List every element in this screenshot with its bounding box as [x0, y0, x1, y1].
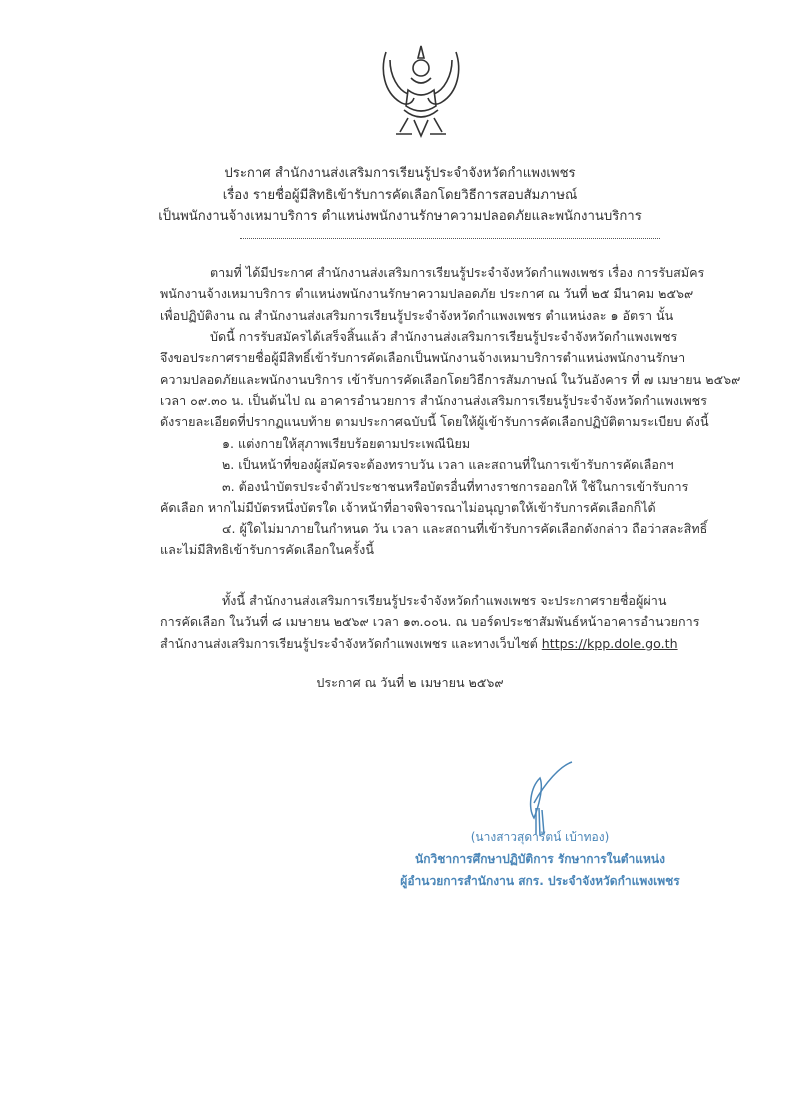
garuda-emblem-icon	[378, 40, 464, 150]
rule-item: ๑. แต่งกายให้สุภาพเรียบร้อยตามประเพณีนิยม	[222, 436, 471, 451]
signatory-position-1: นักวิชาการศึกษาปฏิบัติการ รักษาการในตำแหน่ง	[415, 852, 665, 866]
rule-item-continued: และไม่มีสิทธิเข้ารับการคัดเลือกในครั้งนี้	[160, 542, 374, 558]
title-line-3: เป็นพนักงานจ้างเหมาบริการ ตำแหน่งพนักงานรักษาความปลอดภัยและพนักงานบริการ	[158, 209, 642, 224]
rule-item-continued: คัดเลือก หากไม่มีบัตรหนึ่งบัตรใด เจ้าหน้าที่อาจพิจารณาไม่อนุญาตให้เข้ารับการคัดเลือกก็ได้	[160, 499, 656, 515]
text-line: เพื่อปฏิบัติงาน ณ สำนักงานส่งเสริมการเรียนรู้ประจำจังหวัดกำแพงเพชร ตำแหน่งละ ๑ อัตรา นั้น	[160, 307, 674, 323]
text-line: การคัดเลือก ในวันที่ ๘ เมษายน ๒๕๖๙ เวลา ๑๓.๐๐น. ณ บอร์ดประชาสัมพันธ์หน้าอาคารอำนวยการ	[160, 614, 700, 630]
signatory-position-2: ผู้อำนวยการสำนักงาน สกร. ประจำจังหวัดกำแพงเพชร	[400, 874, 680, 888]
text-line: พนักงานจ้างเหมาบริการ ตำแหน่งพนักงานรักษาความปลอดภัย ประกาศ ณ วันที่ ๒๕ มีนาคม ๒๕๖๙	[160, 286, 694, 302]
text-line: ทั้งนี้ สำนักงานส่งเสริมการเรียนรู้ประจำจังหวัดกำแพงเพชร จะประกาศรายชื่อผู้ผ่าน	[222, 593, 667, 608]
paragraph-2	[160, 326, 741, 432]
text-line: สำนักงานส่งเสริมการเรียนรู้ประจำจังหวัดกำแพงเพชร และทางเว็บไซต์	[160, 635, 542, 651]
title-line-2: เรื่อง รายชื่อผู้มีสิทธิเข้ารับการคัดเลือกโดยวิธีการสอบสัมภาษณ์	[222, 187, 578, 203]
announcement-title	[0, 163, 800, 228]
rules-list	[160, 433, 708, 561]
signatory-block	[360, 826, 720, 892]
announcement-date	[160, 672, 660, 693]
date-line: ประกาศ ณ วันที่ ๒ เมษายน ๒๕๖๙	[316, 675, 504, 690]
text-line: ดังรายละเอียดที่ปรากฏแนบท้าย ตามประกาศฉบับนี้ โดยให้ผู้เข้ารับการคัดเลือกปฏิบัติตามระเบียบ ดังนี้	[160, 414, 709, 430]
rule-item: ๔. ผู้ใดไม่มาภายในกำหนด วัน เวลา และสถานที่เข้ารับการคัดเลือกดังกล่าว ถือว่าสละสิทธิ์	[222, 521, 708, 537]
text-line: เวลา ๐๙.๓๐ น. เป็นต้นไป ณ อาคารอำนวยการ สำนักงานส่งเสริมการเรียนรู้ประจำจังหวัดกำแพงเพชร	[160, 392, 707, 408]
text-line: บัดนี้ การรับสมัครได้เสร็จสิ้นแล้ว สำนักงานส่งเสริมการเรียนรู้ประจำจังหวัดกำแพงเพชร	[210, 329, 678, 344]
paragraph-1	[160, 262, 705, 326]
rule-item: ๒. เป็นหน้าที่ของผู้สมัครจะต้องทราบวัน เวลา และสถานที่ในการเข้ารับการคัดเลือกฯ	[222, 457, 674, 473]
text-line: จึงขอประกาศรายชื่อผู้มีสิทธิ์เข้ารับการคัดเลือกเป็นพนักงานจ้างเหมาบริการตำแหน่งพนักงานรักษา	[160, 350, 686, 366]
title-line-1: ประกาศ สำนักงานส่งเสริมการเรียนรู้ประจำจังหวัดกำแพงเพชร	[224, 166, 576, 181]
text-line: ความปลอดภัยและพนักงานบริการ เข้ารับการคัดเลือกโดยวิธีการสัมภาษณ์ ในวันอังคาร ที่ ๗ เมษายน ๒๕๖๙	[160, 371, 741, 387]
text-line: ตามที่ ได้มีประกาศ สำนักงานส่งเสริมการเรียนรู้ประจำจังหวัดกำแพงเพชร เรื่อง การรับสมัคร	[210, 265, 705, 280]
rule-item: ๓. ต้องนำบัตรประจำตัวประชาชนหรือบัตรอื่นที่ทางราชการออกให้ ใช้ในการเข้ารับการ	[222, 478, 689, 494]
dotted-divider	[240, 238, 660, 239]
signatory-name: (นางสาวสุดารัตน์ เบ้าทอง)	[470, 830, 610, 844]
paragraph-3	[160, 590, 700, 654]
website-link[interactable]: https://kpp.dole.go.th	[541, 635, 678, 651]
